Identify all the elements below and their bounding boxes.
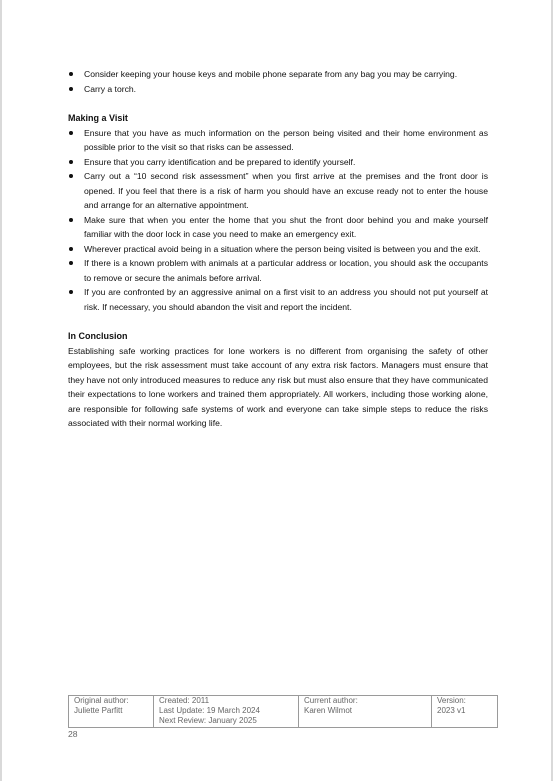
bullet-icon <box>69 218 73 222</box>
conclusion-paragraph: Establishing safe working practices for lone workers is no different from organising the safety of other employees, but the risk assessment must take account of any extra risk factors. Managers must ensure that they have not only introduced measures to reduce any risk but must also ensure that they have communicated their expectations to lone workers and trained them appropriately. All workers, including those working alone, are responsible for following safe systems of work and everyone can take simple steps to reduce the risks associated with their normal working life. <box>68 345 488 428</box>
created-date: Created: 2011 <box>159 696 210 705</box>
bullet-icon <box>69 72 73 76</box>
document-footer-table <box>68 695 498 728</box>
original-author-label: Original author: <box>74 696 129 705</box>
list-item: If you are confronted by an aggressive animal on a first visit to an address you should not put yourself at risk. If necessary, you should abandon the visit and report the incident. <box>68 285 488 314</box>
footer-original-author-cell <box>69 696 154 728</box>
list-item: Ensure that you carry identification and be prepared to identify yourself. <box>68 155 488 170</box>
footer-version-cell <box>432 696 498 728</box>
footer-dates-cell <box>154 696 299 728</box>
bullet-icon <box>69 290 73 294</box>
bullet-icon <box>69 160 73 164</box>
list-item: Carry out a “10 second risk assessment” when you first arrive at the premises and the front door is opened. If you feel that there is a risk of harm you should have an excuse ready not to enter the house and arrange for an alternative appointment. <box>68 169 488 213</box>
footer-current-author-cell <box>299 696 432 728</box>
list-item: Ensure that you have as much information on the person being visited and their home environment as possible prior to the visit so that risks can be assessed. <box>68 126 488 155</box>
bullet-icon <box>69 174 73 178</box>
intro-bullet-list <box>68 67 488 96</box>
section-heading-making-a-visit: Making a Visit <box>68 113 128 123</box>
bullet-icon <box>69 261 73 265</box>
bullet-icon <box>69 87 73 91</box>
last-update-date: Last Update: 19 March 2024 <box>159 706 260 715</box>
bullet-icon <box>69 247 73 251</box>
list-item: Carry a torch. <box>68 82 488 97</box>
version-value: 2023 v1 <box>437 706 466 715</box>
list-item: Make sure that when you enter the home that you shut the front door behind you and make yourself familiar with the door lock in case you need to make an emergency exit. <box>68 213 488 242</box>
document-body <box>68 67 488 431</box>
current-author-label: Current author: <box>304 696 358 705</box>
current-author-name: Karen Wilmot <box>304 706 353 715</box>
bullet-icon <box>69 131 73 135</box>
page-edge-left <box>0 0 2 781</box>
list-item: If there is a known problem with animals at a particular address or location, you should ask the occupants to remove or secure the animals before arrival. <box>68 256 488 285</box>
section-heading-in-conclusion: In Conclusion <box>68 331 128 341</box>
list-item: Consider keeping your house keys and mobile phone separate from any bag you may be carrying. <box>68 67 488 82</box>
version-label: Version: <box>437 696 466 705</box>
visit-bullet-list <box>68 126 488 315</box>
list-item: Wherever practical avoid being in a situation where the person being visited is between you and the exit. <box>68 242 488 257</box>
original-author-name: Juliette Parfitt <box>74 706 123 715</box>
page-number: 28 <box>68 729 78 739</box>
next-review-date: Next Review: January 2025 <box>159 716 257 725</box>
